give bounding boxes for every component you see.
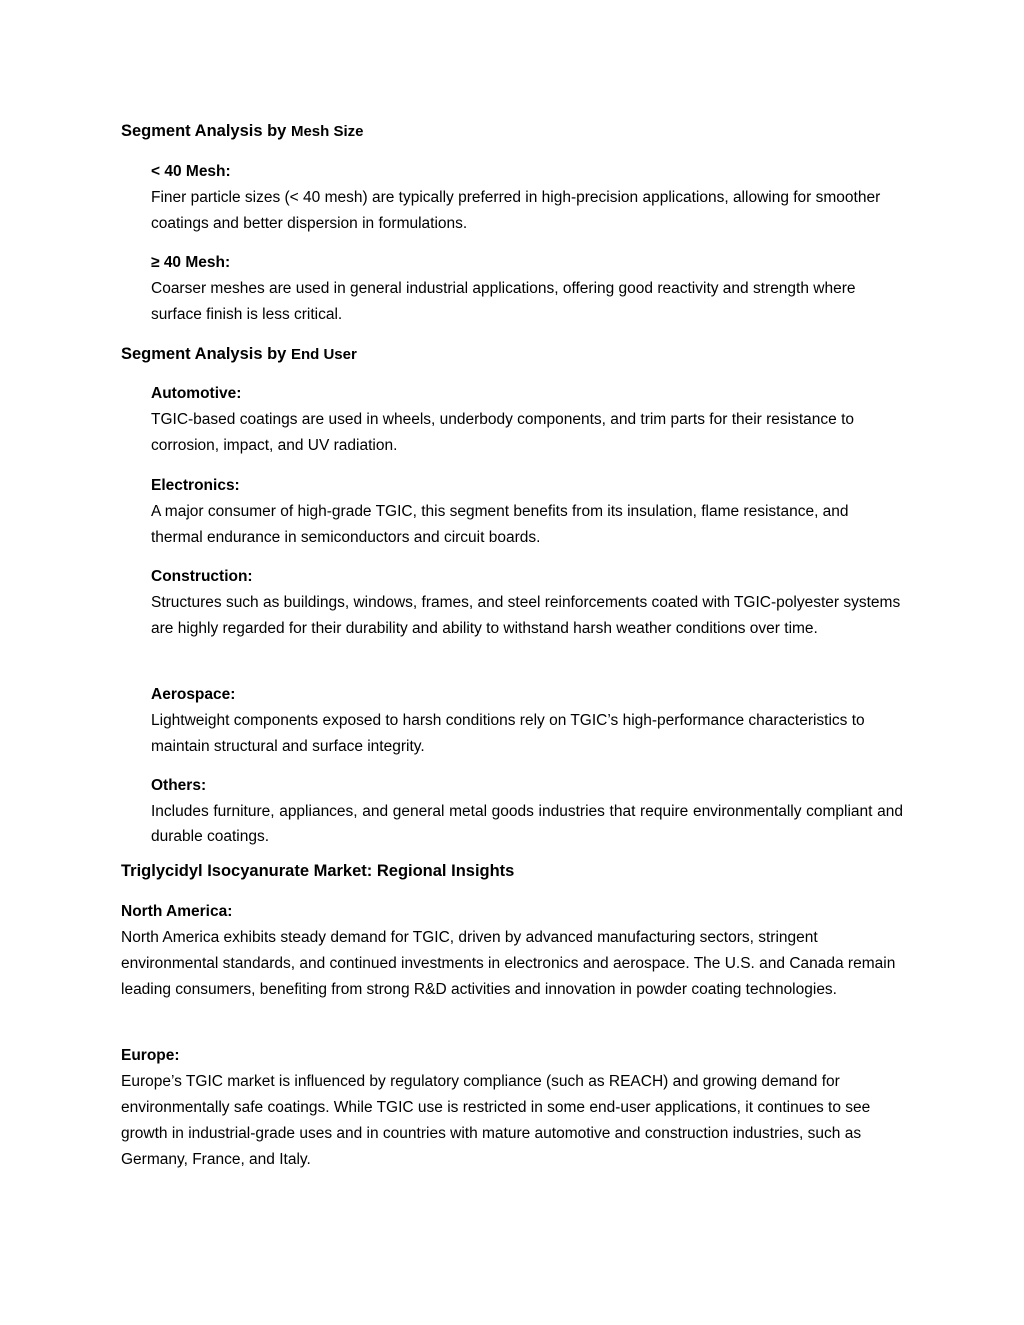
item-label: Automotive: xyxy=(151,385,242,402)
heading-suffix: Mesh Size xyxy=(290,123,364,140)
item-text: Lightweight components exposed to harsh conditions rely on TGIC’s high-performance characteristics to maintain structural and surface integrity. xyxy=(151,712,865,755)
heading-text: Triglycidyl Isocyanurate Market: Regional Insights xyxy=(121,862,515,880)
enduser-item-others xyxy=(151,773,903,849)
item-label: ≥ 40 Mesh: xyxy=(151,254,231,271)
item-label: Electronics: xyxy=(151,477,240,494)
item-label: < 40 Mesh: xyxy=(151,163,231,180)
item-label: North America: xyxy=(121,903,233,920)
item-label: Others: xyxy=(151,777,207,794)
region-item-north-america xyxy=(121,899,906,1003)
item-text: Structures such as buildings, windows, frames, and steel reinforcements coated with TGIC-polyester systems are highly regarded for their durability and ability to withstand harsh weather conditions over time. xyxy=(151,594,901,637)
item-text: Coarser meshes are used in general industrial applications, offering good reactivity and strength where surface finish is less critical. xyxy=(151,280,856,323)
mesh-item-ge40 xyxy=(151,250,903,328)
region-item-europe xyxy=(121,1043,906,1173)
heading-text: Segment Analysis by xyxy=(121,345,287,363)
enduser-item-construction xyxy=(151,564,903,642)
item-text: TGIC-based coatings are used in wheels, underbody components, and trim parts for their resistance to corrosion, impact, and UV radiation. xyxy=(151,411,855,454)
enduser-item-automotive xyxy=(151,381,903,459)
item-text: North America exhibits steady demand for TGIC, driven by advanced manufacturing sectors, stringent environmental standards, and continued investments in electronics and aerospace. The U.S. and Canada remain leading consumers, benefiting from strong R&D activities and innovation in powder coating technologies. xyxy=(121,929,896,998)
item-text: Includes furniture, appliances, and general metal goods industries that require environmentally compliant and durable coatings. xyxy=(151,803,903,845)
item-label: Construction: xyxy=(151,568,253,585)
end-user-heading xyxy=(121,345,357,364)
item-text: Europe’s TGIC market is influenced by regulatory compliance (such as REACH) and growing demand for environmentally safe coatings. While TGIC use is restricted in some end-user applications, it continues to see growth in industrial-grade uses and in countries with mature automotive and construction industries, such as Germany, France, and Italy. xyxy=(121,1073,871,1168)
mesh-size-heading xyxy=(121,122,364,141)
item-label: Europe: xyxy=(121,1047,180,1064)
item-label: Aerospace: xyxy=(151,686,236,703)
heading-text: Segment Analysis by xyxy=(121,122,287,140)
item-text: A major consumer of high-grade TGIC, this segment benefits from its insulation, flame resistance, and thermal endurance in semiconductors and circuit boards. xyxy=(151,503,849,546)
heading-suffix: End User xyxy=(290,346,357,363)
item-text: Finer particle sizes (< 40 mesh) are typically preferred in high-precision applications, allowing for smoother coatings and better dispersion in formulations. xyxy=(151,189,881,232)
enduser-item-aerospace xyxy=(151,682,903,760)
regional-insights-heading xyxy=(121,862,514,881)
mesh-item-lt40 xyxy=(151,159,903,237)
enduser-item-electronics xyxy=(151,473,903,551)
